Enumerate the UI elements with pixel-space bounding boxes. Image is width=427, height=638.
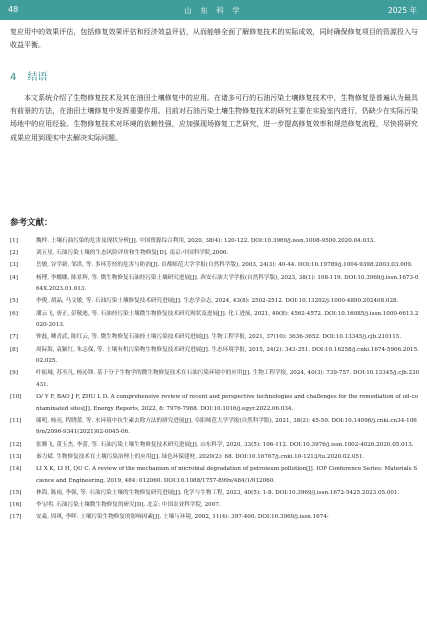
reference-item	[10, 296, 420, 308]
reference-number: [6]	[10, 310, 18, 317]
reference-item	[10, 464, 420, 487]
reference-text: 潘云飞, 唐正, 彭敬迪, 等. 石油烃污染土壤微生物修复技术研究现状及进展[J]. 化工进展, 2021, 40(8): 4562-4572. DOI:10.16085/j.issn.1000-6613.2020-2013.	[36, 310, 419, 329]
reference-item	[10, 332, 420, 344]
reference-item	[10, 500, 420, 512]
reference-text: 李宝明. 石油污染土壤微生物修复的研究[D]. 北京: 中国农业科学院, 2007.	[36, 501, 221, 508]
reference-text: LI X K, LI H, QU C. A review of the mechanism of microbial degradation of petroleum pollution[J]. IOP Conference Series: Materials Science and Engineering, 2019, 484: 012060. DOI:10.1088/1757-899x/484/1/012060.	[36, 466, 418, 484]
reference-number: [15]	[10, 489, 22, 496]
reference-number: [1]	[10, 238, 18, 244]
reference-number: [10]	[10, 394, 22, 401]
reference-number: [2]	[10, 250, 18, 257]
section-title: 结语	[27, 72, 48, 83]
reference-text: 周际海, 袁颖红, 朱志保, 等. 土壤有机污染物生物修复技术研究进展[J]. 生态环境学报, 2015, 24(2): 343-351. DOI:10.16258/j.cnki.1674-5906.2015.02.025.	[36, 346, 419, 365]
reference-text: 储明, 杨亮, 程晓蕾, 等. 水环境中抗生素去除方法的研究进展[J]. 阜阳师范大学学报(自然科学版), 2021, 38(2): 45-50. DOI:10.14096/j.cnki.cn34-1069/n/2096-9341(2021)02-0045-06.	[36, 417, 417, 436]
reference-item	[10, 512, 420, 524]
references-heading: 参考文献：	[10, 218, 53, 228]
page-header	[0, 0, 427, 20]
publication-year: 2025 年	[388, 6, 417, 15]
conclusion-paragraph: 本文系统介绍了生物修复技术及其在油田土壤修复中的应用。在诸多可行的石油污染土壤修复技术中，生物修复是普遍认为最具有前景的方法，在油田土壤修复中发挥重要作用。目前对石油污染土壤生物修复技术的研究主要在实验室内进行，仍缺少在实际污染场地中的应用经验。生物修复技术对环境的依赖性强，应加强现场修复工艺研究，进一步提高修复效率和规范修复流程，尽快将研究成果应用到现实中去解决实际问题。	[10, 94, 418, 142]
reference-text: 杨博, 李娜娜, 陈景辉, 等. 微生物修复石油烃污染土壤研究进展[J]. 西安石油大学学报(自然科学版), 2023, 38(1): 108-119. DOI:10.3969/j.issn.1673-064X.2023.01.013.	[36, 274, 419, 293]
reference-text: 安淼, 周琪, 李晖. 土壤污染生物修复的影响因素[J]. 土壤与环境, 2002, 11(4): 397-400. DOI:10.3969/j.issn.1674-	[36, 514, 329, 521]
reference-item	[10, 392, 420, 415]
reference-number: [13]	[10, 453, 22, 460]
reference-item	[10, 309, 420, 332]
reference-text: 李俊, 胡晶, 马文敏, 等. 石油污染土壤修复技术研究进展[J]. 生态学杂志, 2024, 43(8): 2502-2512. DOI:10.13292/j.1000-4890.202408.028.	[36, 298, 399, 305]
reference-text: 魏样. 土壤石油污染的危害及现状分析[J]. 中国资源综合利用, 2020, 38(4): 120-122. DOI:10.3969/j.issn.1008-9500.2020.04.033.	[36, 238, 375, 244]
reference-item	[10, 236, 420, 248]
reference-number: [4]	[10, 274, 18, 281]
reference-number: [8]	[10, 346, 18, 353]
journal-name: 山 东 科 学	[184, 6, 243, 15]
reference-item	[10, 452, 420, 464]
reference-number: [11]	[10, 417, 22, 424]
reference-item	[10, 488, 420, 500]
reference-item	[10, 273, 420, 296]
reference-text: 秦力斌. 生物修复技术在土壤污染治理上的应用[J]. 绿色环保建材, 2020(2): 68. DOI:10.16767/j.cnki.10-1213/tu.2020.02.051.	[36, 453, 365, 460]
reference-number: [17]	[10, 514, 22, 521]
reference-item	[10, 440, 420, 452]
reference-text: 刘五星. 石油污染土壤的生态风险评价和生物修复[D]. 南京:中国科学院,2006.	[36, 250, 229, 257]
reference-list	[10, 236, 420, 524]
reference-item	[10, 368, 420, 391]
reference-item	[10, 260, 420, 272]
reference-text: LV Y F, BAO J F, ZHU L D. A comprehensive review of recent and perspective technologies and challenges for the remediation of oil-contaminated sites[J]. Energy Reports, 2022, 8: 7976-7988. DOI:10.1016/j.egyr.2022.06.034.	[36, 394, 418, 412]
reference-item	[10, 416, 420, 439]
intro-paragraph: 复应用中的效果评估，包括修复效果评估和经济效益评估，从而能够全面了解修复技术的实际成效，同时确保修复项目的资源投入与收益平衡。	[10, 28, 418, 50]
section-heading	[10, 68, 48, 83]
reference-number: [3]	[10, 262, 18, 269]
reference-text: 张腾飞, 黄玉杰, 李蕾, 等. 石油污染土壤生物修复技术研究进展[J]. 山东科学, 2020, 33(5): 106-112. DOI:10.3976/j.issn.1002-4026.2020.05.013.	[36, 441, 414, 448]
reference-text: 钟磊, 卿青武, 陈红云, 等. 微生物修复石油烃土壤污染技术研究进展[J]. 生物工程学报, 2021, 37(10): 3636-3652. DOI:10.13345/j.cjb.210115.	[36, 334, 402, 341]
reference-text: 叶振城, 苏丞凡, 杨沁锋. 基于分子生物学的微生物修复技术在石油污染环境中的应用[J]. 生物工程学报, 2024, 40(3): 739-757. DOI:10.13345/j.cjb.230431.	[36, 370, 420, 388]
reference-number: [7]	[10, 334, 18, 341]
page-number: 48	[8, 5, 19, 14]
reference-text: 岳敏, 谷学新, 邹洪, 等. 多环芳烃的危害与防治[J]. 首都师范大学学报(自然科学版), 2003, 24(3): 40-44. DOI:10.19789/j.1004-9398.2003.03.009.	[36, 262, 413, 269]
reference-number: [12]	[10, 441, 22, 448]
reference-number: [9]	[10, 370, 18, 377]
section-number: 4	[10, 72, 17, 83]
reference-text: 林海, 陈雨, 李强, 等. 石油污染土壤的生物修复研究进展[J]. 化学与生物工程, 2023, 40(5): 1-8. DOI:10.3969/j.issn.1672-5425.2023.05.001.	[36, 489, 400, 496]
reference-number: [5]	[10, 298, 18, 305]
reference-item	[10, 248, 420, 260]
reference-item	[10, 345, 420, 368]
reference-number: [16]	[10, 501, 22, 508]
reference-number: [14]	[10, 466, 22, 472]
